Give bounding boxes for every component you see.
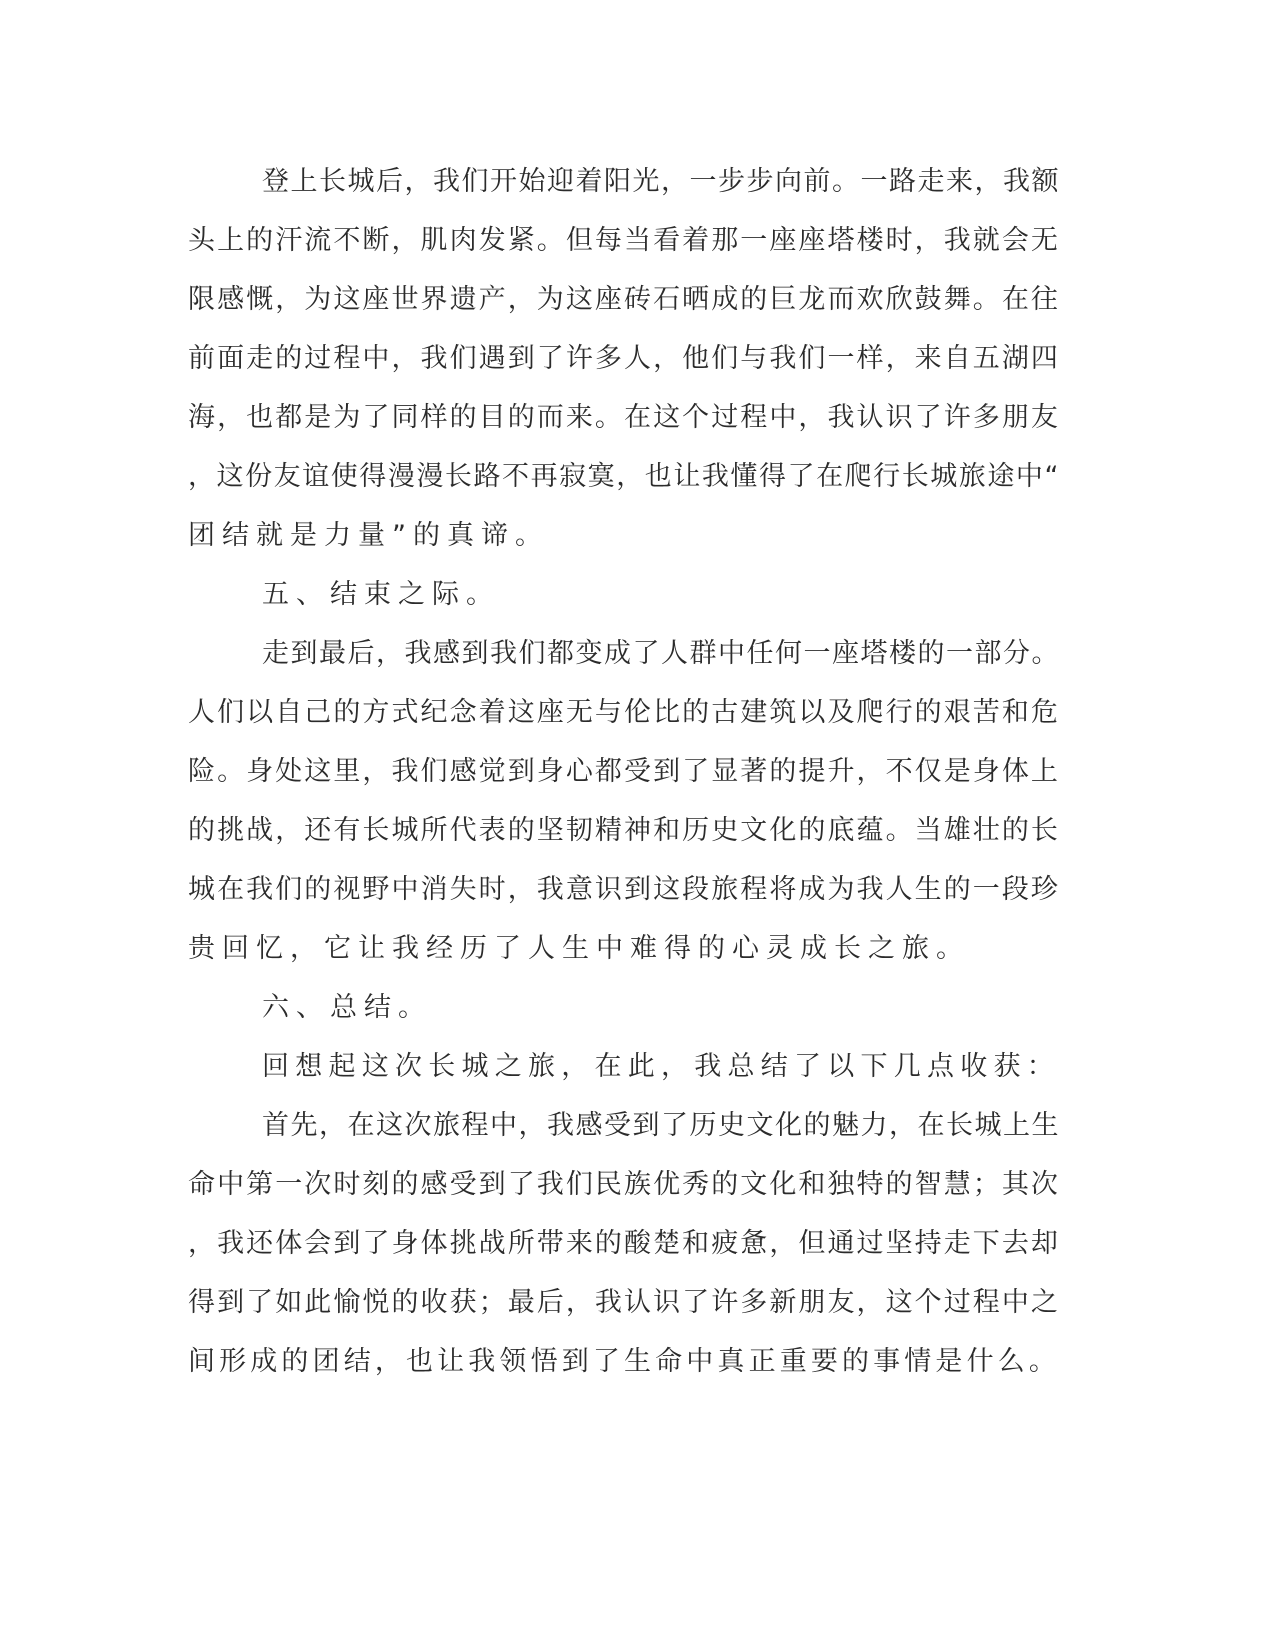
- body-text-line: 间形成的团结，也让我领悟到了生命中真正重要的事情是什么。: [188, 1346, 1060, 1377]
- body-text-line: 的挑战，还有长城所代表的坚韧精神和历史文化的底蕴。当雄壮的长: [188, 815, 1060, 846]
- body-text-line: 前面走的过程中，我们遇到了许多人，他们与我们一样，来自五湖四: [188, 343, 1060, 374]
- body-text-line: 走到最后，我感到我们都变成了人群中任何一座塔楼的一部分。: [262, 638, 1060, 669]
- body-text-line: 头上的汗流不断，肌肉发紧。但每当看着那一座座塔楼时，我就会无: [188, 225, 1060, 256]
- body-text-line: 命中第一次时刻的感受到了我们民族优秀的文化和独特的智慧；其次: [188, 1169, 1060, 1200]
- body-text-line: ，我还体会到了身体挑战所带来的酸楚和疲惫，但通过坚持走下去却: [188, 1228, 1060, 1259]
- body-text-line: 限感慨，为这座世界遗产，为这座砖石晒成的巨龙而欢欣鼓舞。在往: [188, 284, 1060, 315]
- body-text-line: 险。身处这里，我们感觉到身心都受到了显著的提升，不仅是身体上: [188, 756, 1060, 787]
- body-text-line: 得到了如此愉悦的收获；最后，我认识了许多新朋友，这个过程中之: [188, 1287, 1060, 1318]
- body-text-line: 城在我们的视野中消失时，我意识到这段旅程将成为我人生的一段珍: [188, 874, 1060, 905]
- section-heading: 五、结束之际。: [262, 579, 500, 610]
- body-text-line: 团结就是力量”的真谛。: [188, 520, 549, 551]
- body-text-line: 海，也都是为了同样的目的而来。在这个过程中，我认识了许多朋友: [188, 402, 1060, 433]
- body-text-line: 回想起这次长城之旅，在此，我总结了以下几点收获：: [262, 1051, 1060, 1082]
- body-text-line: 人们以自己的方式纪念着这座无与伦比的古建筑以及爬行的艰苦和危: [188, 697, 1060, 728]
- section-heading: 六、总结。: [262, 992, 432, 1023]
- body-text-line: 首先，在这次旅程中，我感受到了历史文化的魅力，在长城上生: [262, 1110, 1060, 1141]
- body-text-line: ，这份友谊使得漫漫长路不再寂寞，也让我懂得了在爬行长城旅途中“: [188, 461, 1060, 492]
- body-text-line: 贵回忆，它让我经历了人生中难得的心灵成长之旅。: [188, 933, 970, 964]
- body-text-line: 登上长城后，我们开始迎着阳光，一步步向前。一路走来，我额: [262, 166, 1060, 197]
